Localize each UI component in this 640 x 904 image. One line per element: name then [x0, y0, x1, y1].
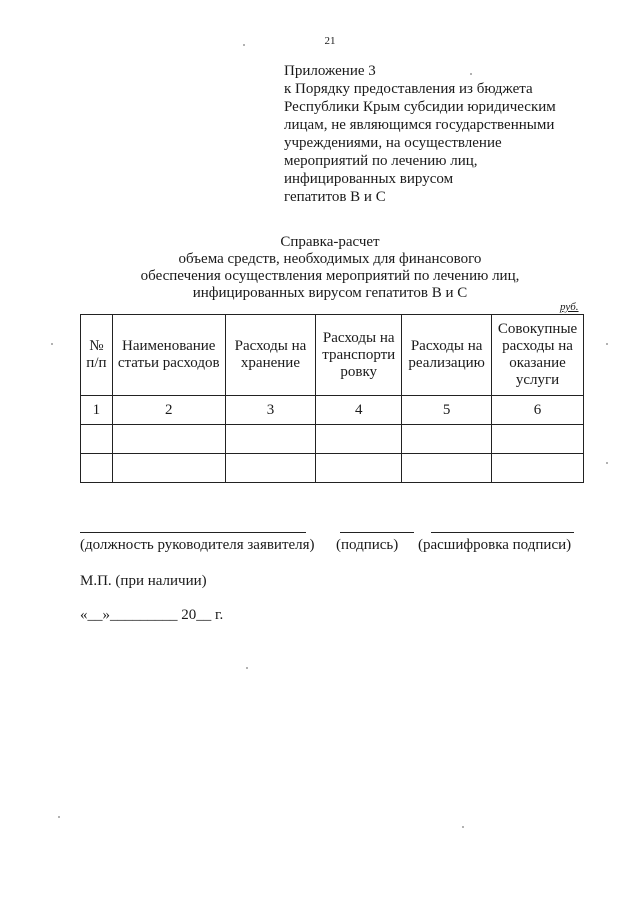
position-caption: (должность руководителя заявителя)	[80, 537, 315, 553]
table-cell	[402, 425, 492, 454]
currency-unit: руб.	[560, 301, 579, 313]
appendix-line: гепатитов В и С	[284, 189, 386, 205]
title-line: обеспечения осуществления мероприятий по лечению лиц,	[140, 268, 520, 284]
scan-speck	[606, 462, 608, 464]
scan-speck	[470, 73, 472, 75]
header-line: Совокупные	[497, 321, 578, 337]
column-number-row	[81, 396, 584, 425]
appendix-header	[284, 62, 556, 206]
table-cell	[316, 454, 402, 483]
scan-speck	[51, 343, 53, 345]
column-number: 2	[112, 396, 225, 425]
appendix-line: лицам, не являющимся государственными	[284, 117, 555, 133]
table-cell	[225, 425, 316, 454]
column-number: 6	[492, 396, 584, 425]
header-transport-costs	[316, 315, 402, 396]
header-line: статьи расходов	[117, 355, 220, 371]
table-row	[81, 425, 584, 454]
title-line: инфицированных вирусом гепатитов В и С	[192, 285, 468, 301]
column-number: 5	[402, 396, 492, 425]
decoding-signature-line	[431, 532, 574, 533]
header-line: ровку	[340, 363, 378, 380]
header-line: Расходы на	[234, 338, 307, 354]
table-row	[81, 454, 584, 483]
signature-caption: (подпись)	[336, 537, 399, 553]
header-line: Наименование	[122, 338, 216, 354]
table-cell	[492, 425, 584, 454]
table-cell	[402, 454, 492, 483]
scan-speck	[606, 343, 608, 345]
header-line: п/п	[86, 355, 107, 371]
signature-line	[340, 532, 414, 533]
header-line: №	[89, 338, 104, 354]
appendix-line: учреждениями, на осуществление	[284, 135, 502, 151]
calculation-table	[80, 314, 584, 483]
header-line: Расходы на	[410, 338, 483, 354]
header-line: оказание	[509, 355, 566, 371]
appendix-line: инфицированных вирусом	[284, 171, 454, 187]
header-line: Расходы на	[322, 329, 395, 346]
seal-note: М.П. (при наличии)	[80, 573, 207, 589]
column-number: 3	[225, 396, 316, 425]
table-cell	[225, 454, 316, 483]
header-line: хранение	[240, 355, 300, 371]
position-signature-line	[80, 532, 306, 533]
header-expense-item	[112, 315, 225, 396]
page-number: 21	[324, 35, 336, 47]
document-title	[0, 234, 640, 302]
decoding-caption: (расшифровка подписи)	[418, 537, 572, 553]
header-row-number	[81, 315, 113, 396]
scan-speck	[243, 44, 245, 46]
title-line: объема средств, необходимых для финансового	[178, 251, 482, 267]
table-cell	[81, 454, 113, 483]
header-line: реализацию	[408, 355, 485, 371]
header-storage-costs	[225, 315, 316, 396]
header-line: услуги	[515, 372, 560, 388]
scan-speck	[462, 826, 464, 828]
appendix-line: мероприятий по лечению лиц,	[284, 153, 478, 169]
header-line: транспорти	[322, 346, 396, 363]
column-number: 4	[316, 396, 402, 425]
header-line: расходы на	[502, 338, 573, 354]
table-cell	[316, 425, 402, 454]
scan-speck	[246, 667, 248, 669]
scan-speck	[58, 816, 60, 818]
appendix-line: к Порядку предоставления из бюджета	[284, 81, 533, 97]
table-cell	[81, 425, 113, 454]
appendix-line: Республики Крым субсидии юридическим	[284, 99, 556, 115]
date-field: «__»_________ 20__ г.	[80, 607, 224, 623]
header-total-costs	[492, 315, 584, 396]
table-cell	[112, 425, 225, 454]
appendix-line: Приложение 3	[284, 63, 376, 79]
header-sales-costs	[402, 315, 492, 396]
column-number: 1	[81, 396, 113, 425]
table-cell	[492, 454, 584, 483]
title-line: Справка-расчет	[280, 234, 380, 250]
table-cell	[112, 454, 225, 483]
table-header-row	[81, 315, 584, 396]
